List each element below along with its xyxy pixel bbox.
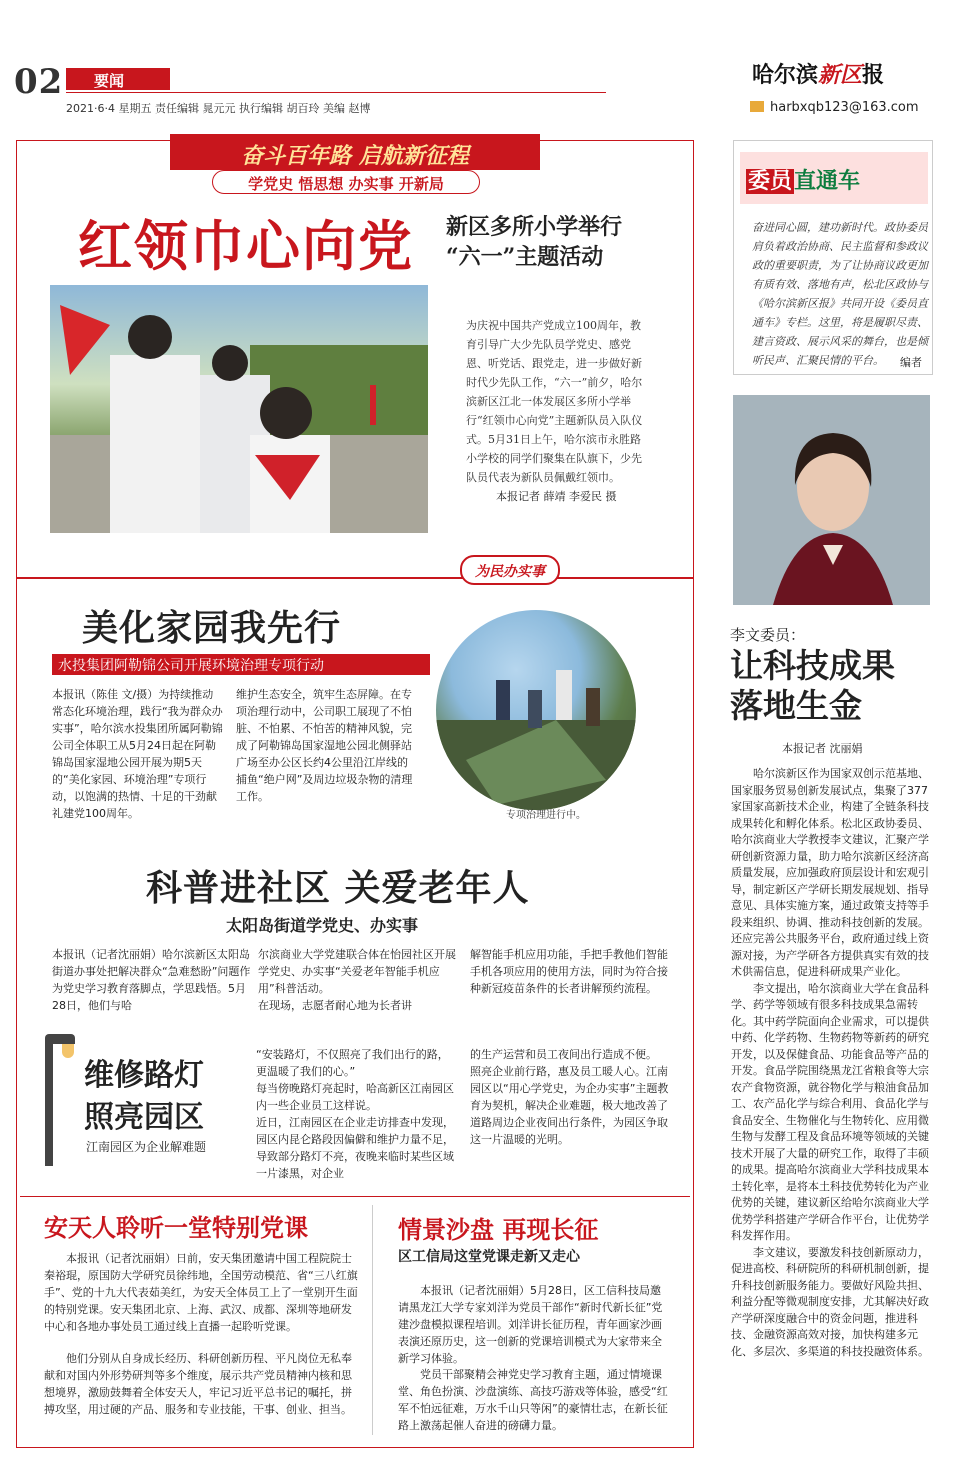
column-intro: 奋进同心圆，建功新时代。政协委员肩负着政治协商、民主监督和参政议政的重要职责，为了让协商议政更加有质有效、落地有声，松北区政协与《哈尔滨新区报》共同开设《委员直通车》专栏。这里，将是履职尽责、建言资政、展示风采的舞台，也是倾听民声、汇聚民情的平台。 bbox=[752, 221, 928, 367]
column-headline-line2: 落地生金 bbox=[730, 686, 862, 725]
party-banner: 奋斗百年路 启航新征程 bbox=[170, 134, 540, 170]
story6-headline: 情景沙盘 再现长征 bbox=[398, 1215, 599, 1244]
story2-col2: 维护生态安全，筑牢生态屏障。在专项治理行动中，公司职工展现了不怕脏、不怕累、不怕苦的精神风貌，完成了阿勒锦岛国家湿地公园北侧驿站广场至办公区长约4公里沿江岸线的捕鱼“绝户网”及周边垃圾杂物的清理工作。 bbox=[236, 688, 413, 803]
story2-col1: 本报讯（陈佳 文/摄）为持续推动常态化环境治理，践行“我为群众办实事”，哈尔滨水投集团所属阿勒锦公司全体职工从5月24日起在阿勒锦岛国家湿地公园开展为期5天的“美化家园、环境治理”专项行动，以饱满的热情、十足的干劲献礼建党100周年。 bbox=[52, 688, 223, 820]
masthead bbox=[752, 58, 884, 89]
header-divider bbox=[66, 92, 606, 93]
story6-para2: 党员干部聚精会神党史学习教育主题，通过情境课堂、角色扮演、沙盘演练、高技巧游戏等体验，感受“红军不怕远征难，万水千山只等闲”的豪情壮志，在新长征路上激荡起催人奋进的磅礴力量。 bbox=[398, 1368, 668, 1432]
story4-col1: “安装路灯，不仅照亮了我们出行的路，更温暖了我们的心。” 每当傍晚路灯亮起时，哈高新区江南园区内一些企业员工这样说。 近日，江南园区在企业走访排查中发现，园区内昆仑路段因偏僻和维护力量不足，导致部分路灯不亮，夜晚来临时某些区域一片漆黑，对企业 bbox=[256, 1048, 454, 1180]
story3-col3: 解智能手机应用功能，手把手教他们智能手机各项应用的使用方法，同时为符合接种新冠疫苗条件的长者讲解预约流程。 bbox=[470, 948, 668, 995]
column-banner-title bbox=[746, 164, 860, 195]
story2-headline: 美化家园我先行 bbox=[82, 607, 342, 649]
column-headline-line1: 让科技成果 bbox=[730, 646, 895, 685]
story2-subhead: 水投集团阿勒锦公司开展环境治理专项行动 bbox=[52, 654, 430, 675]
column-rule bbox=[372, 1205, 373, 1435]
column-banner-part2: 直通车 bbox=[794, 169, 861, 194]
contact-email[interactable]: harbxqb123@163.com bbox=[770, 100, 919, 115]
masthead-mid: 新区 bbox=[818, 63, 863, 88]
portrait-photo bbox=[733, 395, 930, 605]
story3-subhead: 太阳岛街道学党史、办实事 bbox=[226, 916, 419, 935]
story1-subhead bbox=[446, 212, 622, 272]
story3-col1: 本报讯（记者沈丽娟）哈尔滨新区太阳岛街道办事处把解决群众“急难愁盼”问题作为党史学习教育落脚点，学思践悟。5月28日，他们与哈 bbox=[52, 948, 251, 1012]
story6-para1: 本报讯（记者沈丽娟）5月28日，区工信科技局邀请黑龙江大学专家刘洋为党员干部作“新时代新长征”党建沙盘模拟课程培训。刘洋讲长征历程，青年画家沙画表演还原历史，这一创新的党课培训模式为大家带来全新学习体验。 bbox=[398, 1284, 663, 1365]
story5-para2: 他们分别从自身成长经历、科研创新历程、平凡岗位无私奉献和对国内外形势研判等多个维度，展示共产党员精神内核和思想境界，激励鼓舞着全体安天人，牢记习近平总书记的嘱托，拼搏攻坚，用过硬的产品、服务和专业技能，干事、创业、担当。 bbox=[44, 1352, 352, 1416]
interviewee-name: 李文委员： bbox=[730, 626, 806, 644]
section-label: 要闻 bbox=[66, 68, 170, 90]
story1-subhead-line1: 新区多所小学举行 bbox=[446, 214, 623, 240]
column-body bbox=[731, 766, 933, 1360]
dateline: 2021·6·4 星期五 责任编辑 晁元元 执行编辑 胡百玲 美编 赵博 bbox=[66, 102, 371, 115]
column-para1: 哈尔滨新区作为国家双创示范基地、国家服务贸易创新发展试点，集聚了377家国家高新技术企业，构建了全链条科技成果转化和孵化体系。松北区政协委员、哈尔滨商业大学教授李文建议，汇聚产学研创新资源力量，助力哈尔滨新区经济高质量发展，应加强政府顶层设计和宏观引导，制定新区产学研长期发展规划、指导意见、具体实施方案，通过政策支持等手段来组织、协调、推动科技创新的发展。还应完善公共服务平台，政府通过线上资源对接，为产学研各方提供真实有效的技术供需信息，促进科研成果产业化。 bbox=[731, 767, 929, 978]
story1-headline: 红领巾心向党 bbox=[78, 215, 414, 278]
lamp-head-icon bbox=[45, 1034, 75, 1044]
story1-subhead-line2: “六一”主题活动 bbox=[446, 244, 604, 270]
story2-caption: 专项治理进行中。 bbox=[506, 810, 586, 821]
lamp-post-icon bbox=[45, 1038, 53, 1166]
party-banner-slogan: 学党史 悟思想 办实事 开新局 bbox=[212, 170, 480, 194]
section-divider bbox=[16, 577, 694, 579]
story3-headline: 科普进社区 关爱老年人 bbox=[146, 867, 530, 909]
envelope-icon bbox=[750, 101, 764, 112]
column-headline bbox=[730, 646, 895, 726]
masthead-suffix: 报 bbox=[862, 63, 885, 88]
story4-headline-line2: 照亮园区 bbox=[84, 1100, 204, 1135]
story4-col2: 的生产运营和员工夜间出行造成不便。 照亮企业前行路，惠及员工暖人心。江南园区以“用心学党史，为企办实事”主题教育为契机，解决企业难题，极大地改善了道路周边企业夜间出行条件，为园区争取这一片温暖的光明。 bbox=[470, 1048, 669, 1146]
column-byline: 本报记者 沈丽娟 bbox=[782, 742, 863, 755]
column-para2: 李文提出，哈尔滨商业大学在食品科学、药学等领域有很多科技成果急需转化。其中药学院面向企业需求，可以提供中药、化学药物、生物药物等新药的研究开发，以及保健食品、功能食品等产品的开发。食品学院围绕黑龙江省粮食等大宗农产食物资源，就谷物化学与粮油食品加工、农产品化学与综合利用、食品化学与食品安全、生物催化与生物转化、应用微生物与发酵工程及食品环境等领域的关键技术开展了大量的研究工作，取得了丰硕的成果。提高哈尔滨商业大学科技成果本土转化率，是将本土科技优势转化为产业优势的关键，建议新区给哈尔滨商业大学优势学科搭建产学研合作平台，让优势学科发挥作用。 bbox=[731, 981, 929, 1242]
story1-body: 为庆祝中国共产党成立100周年，教育引导广大少先队员学党史、感党恩、听党话、跟党走，进一步做好新时代少先队工作，“六一”前夕，哈尔滨新区江北一体发展区多所小学举行“红领巾心向党”主题新队员入队仪式。5月31日上午，哈尔滨市永胜路小学校的同学们聚集在队旗下，少先队员代表为新队员佩戴红领巾。 bbox=[466, 319, 643, 484]
story4-headline-line1: 维修路灯 bbox=[84, 1058, 204, 1093]
page-number: 02 bbox=[14, 62, 64, 102]
story1-byline: 本报记者 薛靖 李爱民 摄 bbox=[496, 490, 617, 503]
lamp-light-icon bbox=[62, 1044, 74, 1058]
story5-headline: 安天人聆听一堂特别党课 bbox=[44, 1213, 308, 1242]
stamp-badge: 为民办实事 bbox=[460, 555, 560, 585]
column-para3: 李文建议，要激发科技创新原动力，促进高校、科研院所的科研机制创新，提升科技创新服务能力。要做好风险共担、利益分配等微观制度安排，尤其解决好政产学研深度融合中的资金问题，推进科技、金融资源高效对接，加快构建多元化、多层次、多渠道的科技投融资体系。 bbox=[731, 1245, 929, 1358]
story5-para1: 本报讯（记者沈丽娟）日前，安天集团邀请中国工程院院士秦裕琨，原国防大学研究员徐纬地，全国劳动模范、省“三八红旗手”、党的十九大代表茹美红，为安天全体员工上了一堂别开生面的特别党课。安天集团北京、上海、武汉、成都、深圳等地研发中心和各地办事处员工通过线上直播一起聆听党课。 bbox=[44, 1252, 358, 1333]
bottom-divider bbox=[20, 1196, 690, 1197]
story3-col2: 尔滨商业大学党建联合体在怡园社区开展学党史、办实事“关爱老年智能手机应用”科普活动。 在现场，志愿者耐心地为长者讲 bbox=[258, 948, 456, 1012]
story4-subhead: 江南园区为企业解难题 bbox=[86, 1140, 207, 1154]
column-banner-part1: 委员 bbox=[748, 169, 793, 194]
column-signature: 编者 bbox=[900, 356, 922, 369]
story1-photo bbox=[50, 285, 428, 533]
story6-subhead: 区工信局这堂党课走新又走心 bbox=[398, 1249, 580, 1265]
masthead-prefix: 哈尔滨 bbox=[752, 63, 819, 88]
story2-photo bbox=[436, 610, 636, 810]
